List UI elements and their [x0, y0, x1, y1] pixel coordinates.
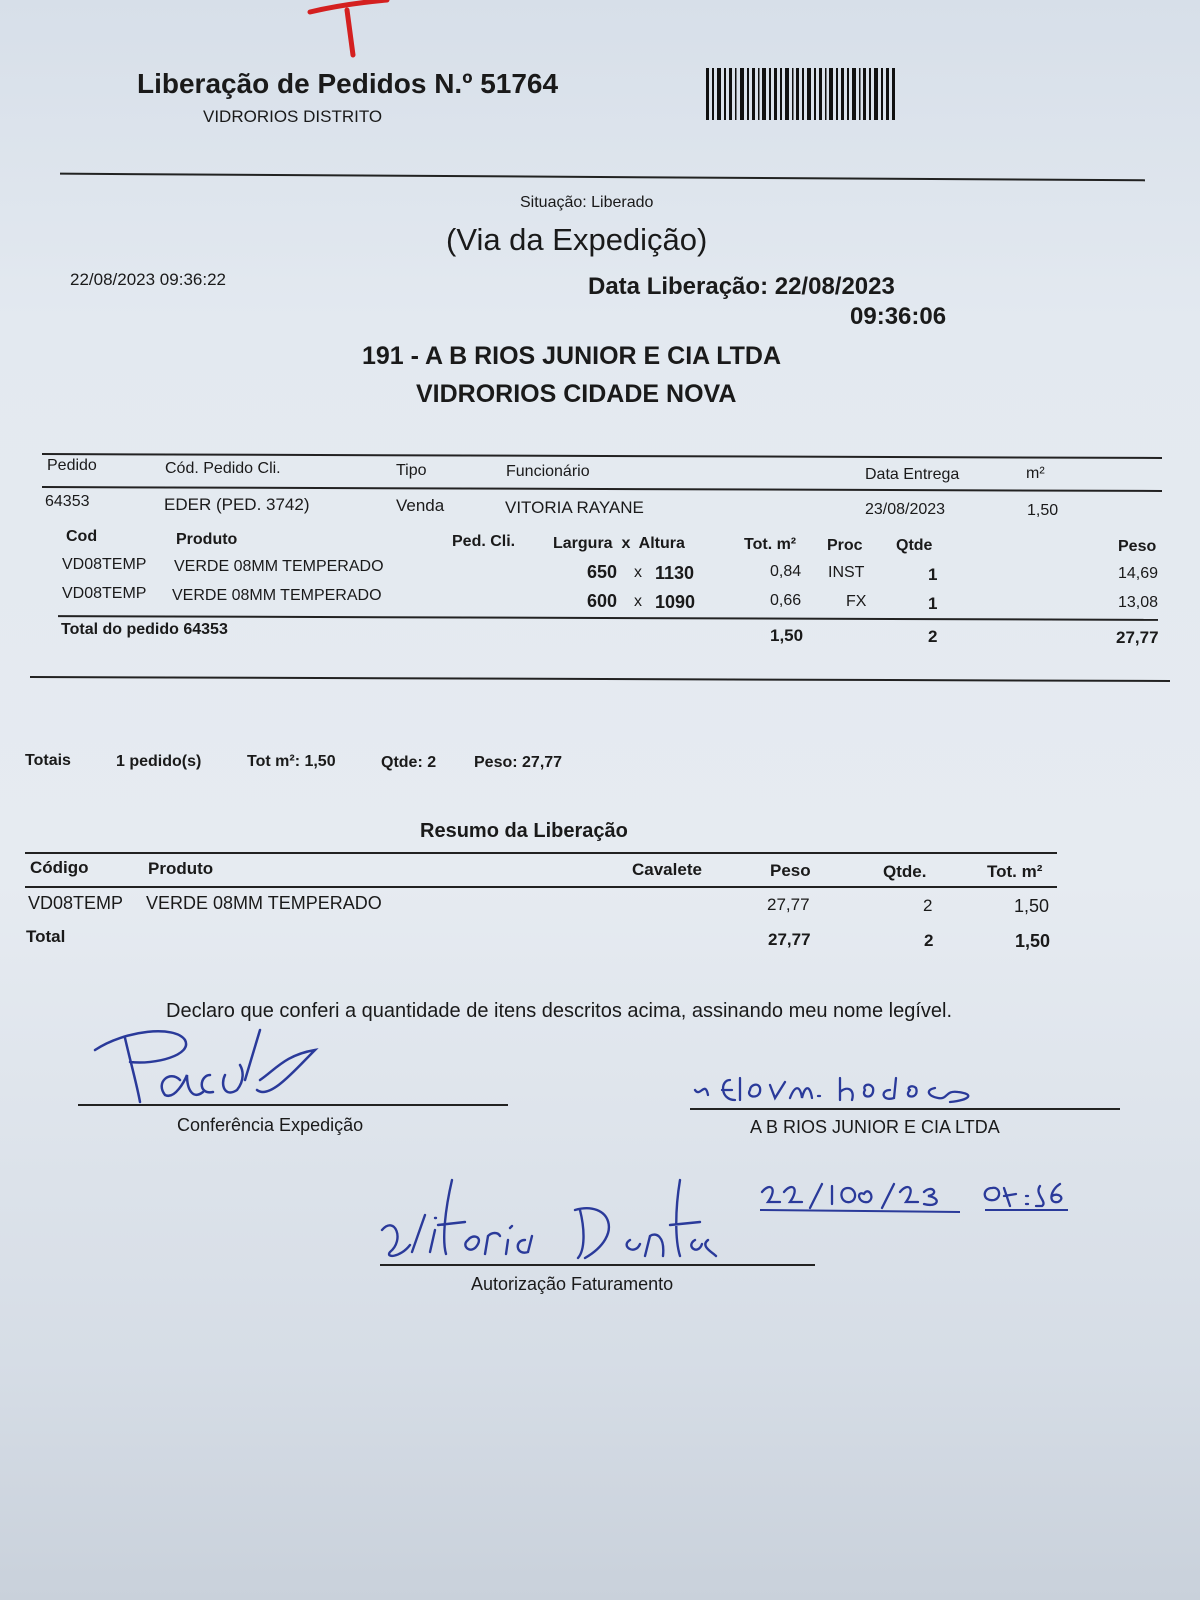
item-peso: 14,69: [1118, 565, 1159, 582]
col-pedido: Pedido: [47, 457, 97, 474]
item-x: x: [634, 593, 642, 610]
order-tipo: Venda: [396, 496, 445, 515]
col-cod-pedido-cli: Cód. Pedido Cli.: [165, 460, 281, 477]
item-largura: 650: [587, 562, 618, 582]
items-total-rule: [58, 615, 1158, 620]
signature-line-autorizacao: [380, 1264, 815, 1266]
resumo-col-codigo: Código: [30, 858, 89, 877]
col-data-entrega: Data Entrega: [865, 466, 960, 483]
page-title: Liberação de Pedidos N.º 51764: [137, 68, 559, 99]
order-total-qtde: 2: [928, 627, 938, 646]
resumo-col-peso: Peso: [770, 861, 811, 880]
totals-pedidos: 1 pedido(s): [116, 753, 202, 770]
item-proc: FX: [846, 593, 867, 610]
col-tipo: Tipo: [396, 462, 427, 479]
items-col-cod: Cod: [66, 528, 98, 545]
signature-line-empresa: [690, 1108, 1120, 1110]
totals-peso: Peso: 27,77: [474, 754, 563, 771]
situacao: Situação: Liberado: [520, 194, 654, 211]
order-total-m2: 1,50: [770, 626, 804, 645]
client-store: VIDRORIOS CIDADE NOVA: [416, 380, 737, 408]
items-col-tot-m2: Tot. m²: [744, 536, 797, 553]
resumo-total-peso: 27,77: [768, 930, 811, 949]
totals-label: Totais: [25, 752, 71, 769]
order-table-header-rule: [42, 486, 1162, 491]
item-largura: 600: [587, 591, 618, 611]
order-data-entrega: 23/08/2023: [865, 501, 946, 518]
via-label: (Via da Expedição): [446, 222, 708, 257]
resumo-total-tot-m2: 1,50: [1015, 931, 1051, 951]
items-col-proc: Proc: [827, 537, 863, 554]
company-name: VIDRORIOS DISTRITO: [203, 107, 383, 126]
item-produto: VERDE 08MM TEMPERADO: [174, 558, 384, 575]
order-total-peso: 27,77: [1116, 628, 1159, 647]
resumo-row-qtde: 2: [923, 896, 933, 915]
client-name: 191 - A B RIOS JUNIOR E CIA LTDA: [362, 342, 782, 370]
items-col-peso: Peso: [1118, 538, 1157, 555]
barcode: [706, 68, 896, 120]
item-altura: 1090: [655, 592, 696, 612]
item-cod: VD08TEMP: [62, 585, 147, 602]
totals-tot-m2: Tot m²: 1,50: [247, 753, 336, 770]
resumo-col-tot-m2: Tot. m²: [987, 862, 1043, 881]
order-table-top-rule: [42, 453, 1162, 458]
handwritten-signature-empresa: [690, 1070, 990, 1110]
resumo-col-cavalete: Cavalete: [632, 860, 702, 879]
header-divider: [60, 173, 1145, 182]
resumo-row-codigo: VD08TEMP: [28, 893, 124, 913]
item-proc: INST: [828, 564, 865, 581]
order-total-label: Total do pedido 64353: [61, 621, 228, 638]
item-qtde: 1: [928, 594, 938, 613]
print-datetime: 22/08/2023 09:36:22: [70, 270, 226, 289]
item-altura: 1130: [655, 563, 695, 583]
resumo-top-rule: [25, 852, 1057, 854]
signature-label-empresa: A B RIOS JUNIOR E CIA LTDA: [750, 1117, 1000, 1137]
item-tot-m2: 0,84: [770, 563, 802, 580]
item-peso: 13,08: [1118, 594, 1159, 611]
resumo-row-peso: 27,77: [767, 895, 810, 914]
totals-qtde: Qtde: 2: [381, 754, 437, 771]
item-x: x: [634, 564, 642, 581]
item-qtde: 1: [928, 565, 938, 584]
handwritten-date: [760, 1180, 1070, 1220]
handwritten-signature-conferencia: [85, 1020, 345, 1110]
resumo-col-produto: Produto: [148, 859, 214, 878]
resumo-header-rule: [25, 886, 1057, 888]
red-pen-mark: [305, 0, 395, 60]
col-funcionario: Funcionário: [506, 463, 590, 480]
item-tot-m2: 0,66: [770, 592, 802, 609]
order-m2: 1,50: [1027, 502, 1059, 519]
hora-liberacao: 09:36:06: [850, 303, 947, 330]
order-pedido: 64353: [45, 493, 90, 510]
items-bottom-rule: [30, 676, 1170, 682]
resumo-col-qtde: Qtde.: [883, 862, 927, 881]
resumo-row-tot-m2: 1,50: [1014, 896, 1050, 916]
resumo-row-produto: VERDE 08MM TEMPERADO: [146, 893, 382, 913]
order-cod-cli: EDER (PED. 3742): [164, 495, 310, 514]
order-funcionario: VITORIA RAYANE: [505, 498, 644, 517]
items-col-ped-cli: Ped. Cli.: [452, 533, 516, 550]
data-liberacao: Data Liberação: 22/08/2023: [588, 273, 895, 300]
resumo-total-qtde: 2: [924, 931, 934, 950]
signature-line-conferencia: [78, 1104, 508, 1106]
signature-label-autorizacao: Autorização Faturamento: [471, 1274, 674, 1294]
item-cod: VD08TEMP: [62, 556, 147, 573]
items-col-dims: Largura x Altura: [553, 535, 685, 552]
resumo-total-label: Total: [26, 927, 66, 946]
resumo-title: Resumo da Liberação: [420, 820, 628, 842]
handwritten-signature-autorizacao: [380, 1170, 720, 1265]
col-m2: m²: [1026, 465, 1045, 482]
item-produto: VERDE 08MM TEMPERADO: [172, 587, 382, 604]
items-col-qtde: Qtde: [896, 537, 933, 554]
items-col-produto: Produto: [176, 531, 238, 548]
declaration-text: Declaro que conferi a quantidade de itens descritos acima, assinando meu nome legível.: [166, 1000, 953, 1022]
signature-label-conferencia: Conferência Expedição: [177, 1115, 364, 1135]
